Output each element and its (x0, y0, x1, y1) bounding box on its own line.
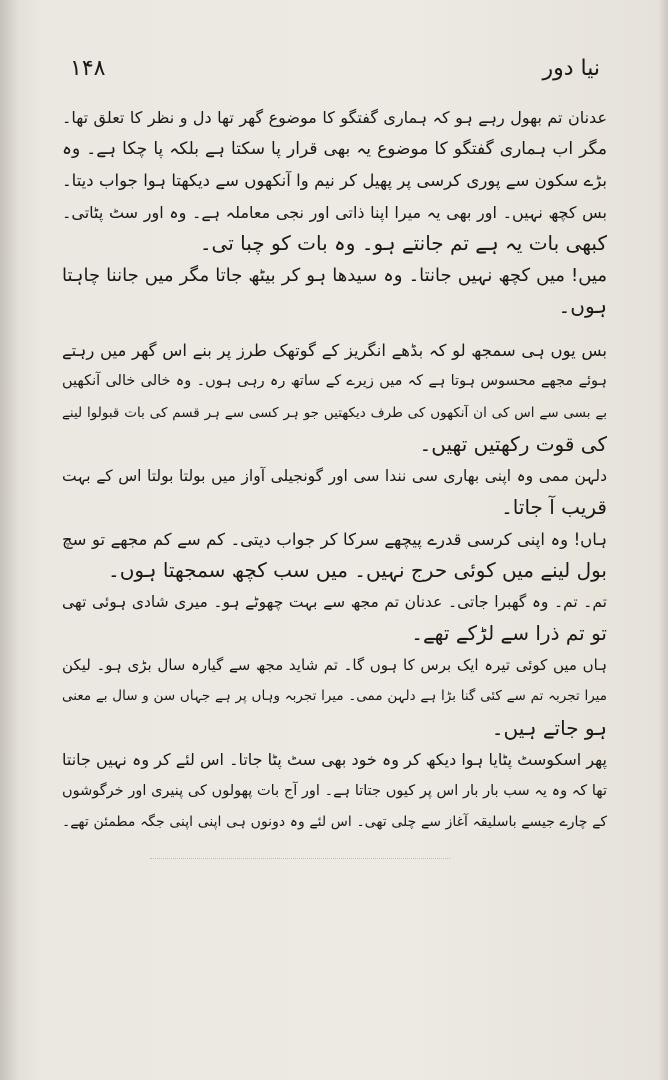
text-line: بس یوں ہی سمجھ لو کہ بڈھے انگریز کے گوتھک طرز پر بنے اس گھر میں رہتے (62, 340, 607, 360)
text-line: مگر اب ہماری گفتگو کا موضوع یہ بھی قرار پا سکتا ہے بلکہ پا چکا ہے۔ وہ (62, 138, 607, 159)
text-line: ہوں۔ (558, 294, 607, 318)
text-line: تم۔ تم۔ وہ گھبرا جاتی۔ عدنان تم مجھ سے بہت چھوٹے ہو۔ میری شادی ہوئی تھی (62, 592, 607, 611)
text-line: کی قوت رکھتیں تھیں۔ (419, 432, 607, 456)
text-line: قریب آ جاتا۔ (501, 495, 607, 519)
text-line: ہو جاتے ہیں۔ (491, 715, 607, 740)
paragraph (62, 461, 607, 524)
paragraph (62, 102, 607, 323)
text-line: پھر اسکوسٹ پٹایا ہوا دیکھ کر وہ خود بھی سٹ پٹا جاتا۔ اس لئے کر وہ نہیں جانتا (62, 750, 607, 769)
text-line: تھا کہ وہ یہ سب بار بار اس پر کیوں جتاتا ہے۔ اور آج بات پھولوں کی پنیری اور خرگوشوں (62, 782, 607, 799)
text-line: بول لینے میں کوئی حرج نہیں۔ میں سب کچھ سمجھتا ہوں۔ (108, 558, 607, 582)
show-through-trace (150, 852, 450, 859)
text-line: عدنان تم بھول رہے ہو کہ ہماری گفتگو کا موضوع گھر تھا دل و نظر کا تعلق تھا۔ (62, 108, 607, 127)
text-line: بڑے سکون سے پوری کرسی پر پھیل کر نیم وا آنکھوں سے دیکھتا ہوا جواب دیتا۔ (62, 171, 607, 190)
text-line: کبھی بات یہ ہے تم جانتے ہو۔ وہ بات کو چبا تی۔ (199, 231, 607, 255)
text-line: میرا تجربہ تم سے کئی گنا بڑا ہے دلہن ممی۔ میرا تجربہ وہاں پر ہے جہاں سن و سال بے معنی (62, 688, 607, 704)
text-line: ہوئے مجھے محسوس ہوتا ہے کہ میں زیرے کے ساتھ رہ رہی ہوں۔ وہ خالی خالی آنکھیں (62, 373, 607, 389)
page-header (70, 56, 600, 88)
text-line: دلہن ممی وہ اپنی بھاری سی نندا سی اور گونجیلی آواز میں بولتا بولتا اس کے بہت (62, 466, 607, 485)
text-line: ہاں! وہ اپنی کرسی قدرے پیچھے سرکا کر جواب دیتی۔ کم سے کم مجھے تو سچ (62, 529, 607, 549)
paragraph (62, 335, 607, 461)
paragraph (62, 744, 607, 839)
running-title: نیا دور (542, 56, 600, 81)
paragraph-gap (62, 323, 607, 335)
paragraph (62, 587, 607, 650)
text-line: بس کچھ نہیں۔ اور بھی یہ میرا اپنا ذاتی اور نجی معاملہ ہے۔ وہ اور سٹ پٹاتی۔ (62, 202, 607, 222)
page-number: ۱۴۸ (70, 56, 106, 81)
text-line: بے بسی سے اس کی ان آنکھوں کی طرف دیکھتیں جو ہر کسی سے ہر قسم کی بات قبولوا لینے (62, 404, 607, 421)
page-body (62, 102, 607, 1032)
text-line: ہاں میں کوئی تیرہ ایک برس کا ہوں گا۔ تم شاید مجھ سے گیارہ سال بڑی ہو۔ لیکن (62, 655, 607, 674)
paragraph (62, 524, 607, 587)
text-line: کے چارے جیسے باسلیقہ آغاز سے چلی تھی۔ اس لئے وہ دونوں ہی اپنی اپنی جگہ مطمئن تھے۔ (62, 814, 607, 830)
text-line: میں! میں کچھ نہیں جانتا۔ وہ سیدھا ہو کر بیٹھ جاتا مگر میں جاننا چاہتا (62, 264, 607, 286)
text-line: تو تم ذرا سے لڑکے تھے۔ (411, 621, 607, 645)
paragraph (62, 650, 607, 745)
